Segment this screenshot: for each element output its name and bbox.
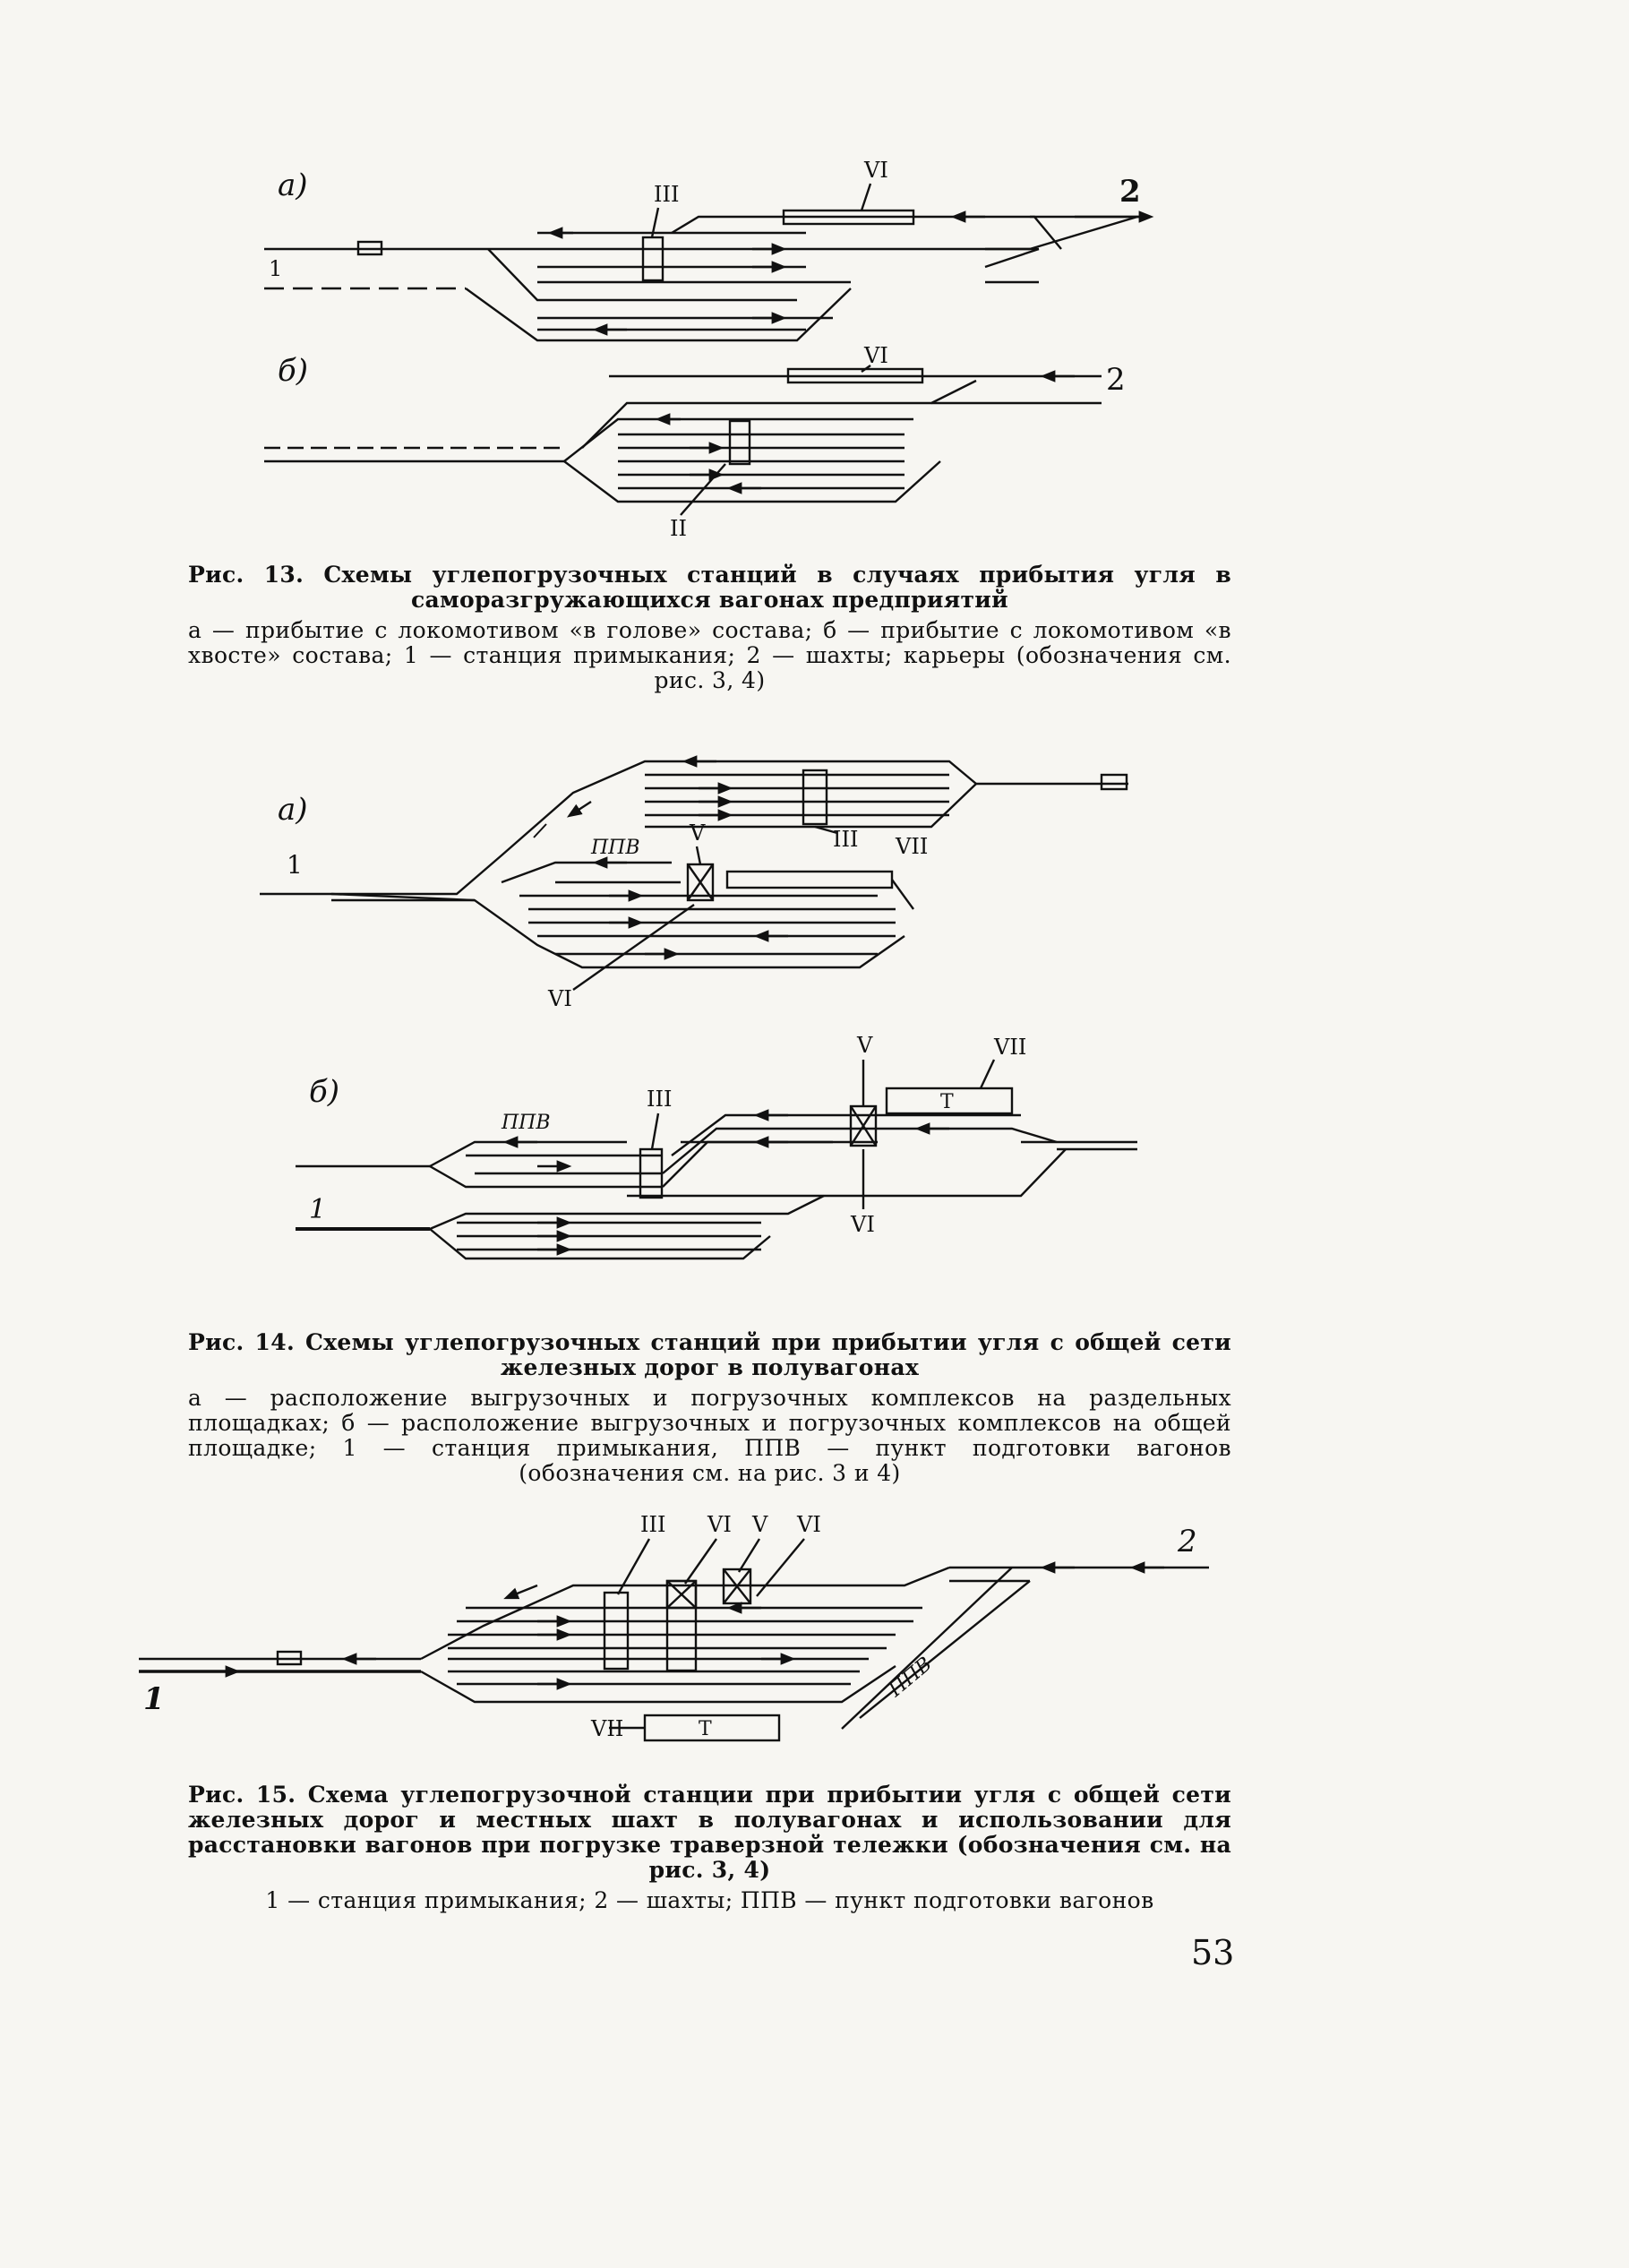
label-v-14a: V xyxy=(690,820,706,846)
figure-14-caption-title: Рис. 14. Схемы углепогрузочных станций при прибытии угля с общей сети железных дорог в полувагонах xyxy=(188,1329,1231,1380)
figure-15-diagram xyxy=(0,1496,1629,1765)
figure-14-caption-body: а — расположение выгрузочных и погрузочных комплексов на раздельных площадках; б — расположение выгрузочных и погрузочных комплексов на общей площадке; 1 — станция примыкания, ППВ — пункт подготовки вагонов (обозначения см. на рис. 3 и 4) xyxy=(188,1385,1231,1486)
label-iii-14b: III xyxy=(647,1087,673,1112)
label-1-14a: 1 xyxy=(287,850,303,880)
figure-15-caption-body: 1 — станция примыкания; 2 — шахты; ППВ — пункт подготовки вагонов xyxy=(265,1887,1154,1913)
figure-15-caption xyxy=(188,1783,1231,1913)
label-vi-15b: VI xyxy=(797,1512,821,1537)
label-vii-14b: VII xyxy=(994,1035,1027,1060)
label-vi-14a: VI xyxy=(548,986,572,1011)
figure-14 xyxy=(0,721,1629,1272)
label-vi-15: VI xyxy=(707,1512,732,1537)
figure-15-caption-title: Рис. 15. Схема углепогрузочной станции при прибытии угля с общей сети железных дорог и местных шахт в полувагонах и использовании для расстановки вагонов при погрузке траверзной тележки (обозначения см. на рис. 3, 4) xyxy=(188,1782,1231,1883)
figure-13 xyxy=(0,134,1629,546)
label-2: 2 xyxy=(1119,174,1141,210)
label-ii: II xyxy=(670,516,687,541)
label-1: 1 xyxy=(269,256,283,281)
label-v-15: V xyxy=(752,1512,768,1537)
page-number: 53 xyxy=(1191,1933,1235,1972)
label-vi-b: VI xyxy=(864,343,888,368)
label-t-14b: Т xyxy=(940,1091,954,1113)
scheme-b-label-14: б) xyxy=(309,1074,340,1110)
figure-13-caption xyxy=(188,563,1231,693)
scheme-b-label: б) xyxy=(278,353,309,389)
figure-14-caption xyxy=(188,1330,1231,1486)
figure-14-diagram xyxy=(0,721,1629,1272)
label-ppv-15: ППВ xyxy=(884,1653,937,1702)
label-ppv-14b: ППВ xyxy=(502,1112,551,1134)
figure-13-caption-title: Рис. 13. Схемы углепогрузочных станций в случаях прибытия угля в саморазгружающихся вагонах предприятий xyxy=(188,562,1231,613)
label-vi-14b: VI xyxy=(851,1212,875,1237)
label-iii-15: III xyxy=(640,1512,666,1537)
figure-13-caption-body: а — прибытие с локомотивом «в голове» состава; б — прибытие с локомотивом «в хвосте» состава; 1 — станция примыкания; 2 — шахты; карьеры (обозначения см. рис. 3, 4) xyxy=(188,617,1231,693)
scheme-a-label: а) xyxy=(278,168,308,203)
label-vii-15: VII xyxy=(591,1716,624,1741)
figure-13-diagram xyxy=(0,134,1629,546)
label-iii: III xyxy=(654,182,680,207)
label-v-14b: V xyxy=(857,1033,873,1058)
figure-15 xyxy=(0,1496,1629,1765)
scheme-a-label-14: а) xyxy=(278,792,308,828)
label-vii-14a: VII xyxy=(896,834,929,859)
label-ppv-14a: ППВ xyxy=(591,837,640,859)
label-1-15: 1 xyxy=(143,1681,165,1717)
label-2-15: 2 xyxy=(1178,1524,1197,1559)
label-vi: VI xyxy=(864,158,888,183)
label-1-14b: 1 xyxy=(309,1194,327,1225)
label-t-15: Т xyxy=(699,1718,712,1740)
label-2-b: 2 xyxy=(1106,362,1126,398)
label-iii-14a: III xyxy=(833,827,859,852)
